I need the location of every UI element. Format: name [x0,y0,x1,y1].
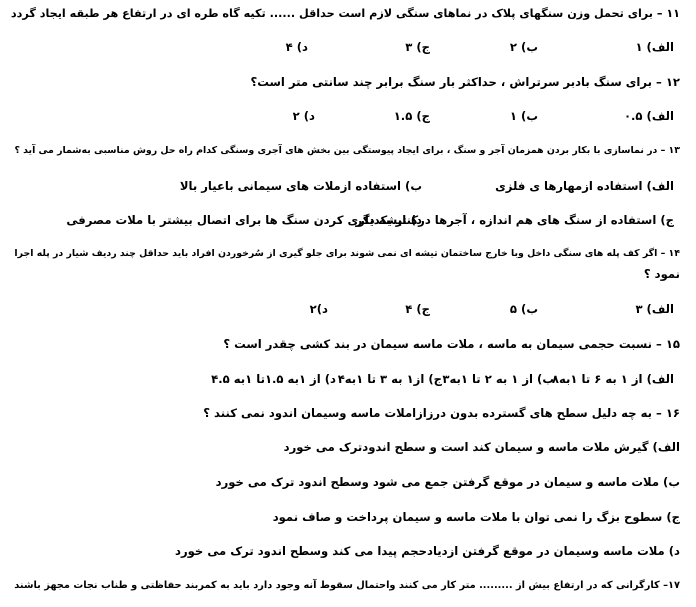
question-11-text: ۱۱ – برای تحمل وزن سنگهای پلاک در نماهای سنگی لازم است حداقل ...... تکیه گاه طره ای در ارتفاع هر طبقه ایجاد گردد [10,7,680,20]
q12-option-a[interactable]: الف) ۰.۵ [623,109,674,123]
q11-option-c[interactable]: ج) ۳ [405,40,430,54]
q16-option-c[interactable]: ج) سطوح بزگ را نمی توان با ملات ماسه و سیمان پرداخت و صاف نمود [272,510,680,524]
q13-option-d[interactable]: د) تیشه داری کردن سنگ ها برای اتصال بیشتر با ملات مصرفی [66,213,422,227]
question-14-text-line2: نمود ؟ [643,267,680,281]
q14-option-b[interactable]: ب) ۵ [509,302,538,316]
q12-option-c[interactable]: ج) ۱.۵ [393,109,430,123]
q14-option-d[interactable]: د)۲ [309,302,328,316]
q11-option-b[interactable]: ب) ۲ [509,40,538,54]
q15-option-a[interactable]: الف) از ۱ به ۶ تا ۱به۸ [551,372,674,386]
q15-option-c[interactable]: ج) از۱ به ۳ تا ۱به۴ [337,372,442,386]
question-17-text: ۱۷– کارگرانی که در ارتفاع بیش از ......... متر کار می کنند واحتمال سقوط آنه وجود دارد باید به کمربند حفاظتی و طناب نجات مجهز باشند [14,580,680,591]
q13-option-a[interactable]: الف) استفاده ازمهارها ی فلزی [495,179,674,193]
q14-option-c[interactable]: ج) ۴ [405,302,430,316]
q11-option-d[interactable]: د) ۴ [285,40,308,54]
q16-option-b[interactable]: ب) ملات ماسه و سیمان در موقع گرفتن جمع می شود وسطح اندود ترک می خورد [215,475,680,489]
q13-option-b[interactable]: ب) استفاده ازملات های سیمانی باعیار بالا [179,179,422,193]
q13-option-c[interactable]: ج) استفاده از سنگ های هم اندازه ، آجرها درکنار یکدیگر [355,213,674,227]
question-16-text: ۱۶ – به چه دلیل سطح های گسترده بدون درزازاملات ماسه وسیمان اندود نمی کنند ؟ [203,406,680,420]
q16-option-d[interactable]: د) ملات ماسه وسیمان در موقع گرفتن ازدیادحجم پیدا می کند وسطح اندود ترک می خورد [175,544,680,558]
q12-option-b[interactable]: ب) ۱ [509,109,538,123]
q14-option-a[interactable]: الف) ۳ [635,302,674,316]
question-12-text: ۱۲ – برای سنگ بادبر سرتراش ، حداکثر بار سنگ برابر چند سانتی متر است؟ [250,75,680,89]
question-14-text-line1: ۱۴ – اگر کف پله های سنگی داخل وبا خارج ساختمان تیشه ای نمی شوند برای جلو گیری از سُرخوردن افراد باید حداقل چند ردیف شیار در پله اجرا [14,248,680,259]
q16-option-a[interactable]: الف) گیرش ملات ماسه و سیمان کند است و سطح اندودترک می خورد [283,440,680,454]
question-15-text: ۱۵ – نسبت حجمی سیمان به ماسه ، ملات ماسه سیمان در بند کشی چقدر است ؟ [223,337,680,351]
question-13-text: ۱۳ – در نماسازی با بکار بردن همزمان آجر و سنگ ، برای ایجاد پیوستگی بین بخش های آجری وسنگی کدام راه حل روش مناسبی به‌شمار می آید ؟ [14,145,680,156]
q12-option-d[interactable]: د) ۲ [292,109,315,123]
q15-option-d[interactable]: د) از ۱به ۱.۵تا ۱به ۴.۵ [211,372,336,386]
q11-option-a[interactable]: الف) ۱ [635,40,674,54]
q15-option-b[interactable]: ب) از ۱ به ۲ تا ۱به۳ [442,372,554,386]
